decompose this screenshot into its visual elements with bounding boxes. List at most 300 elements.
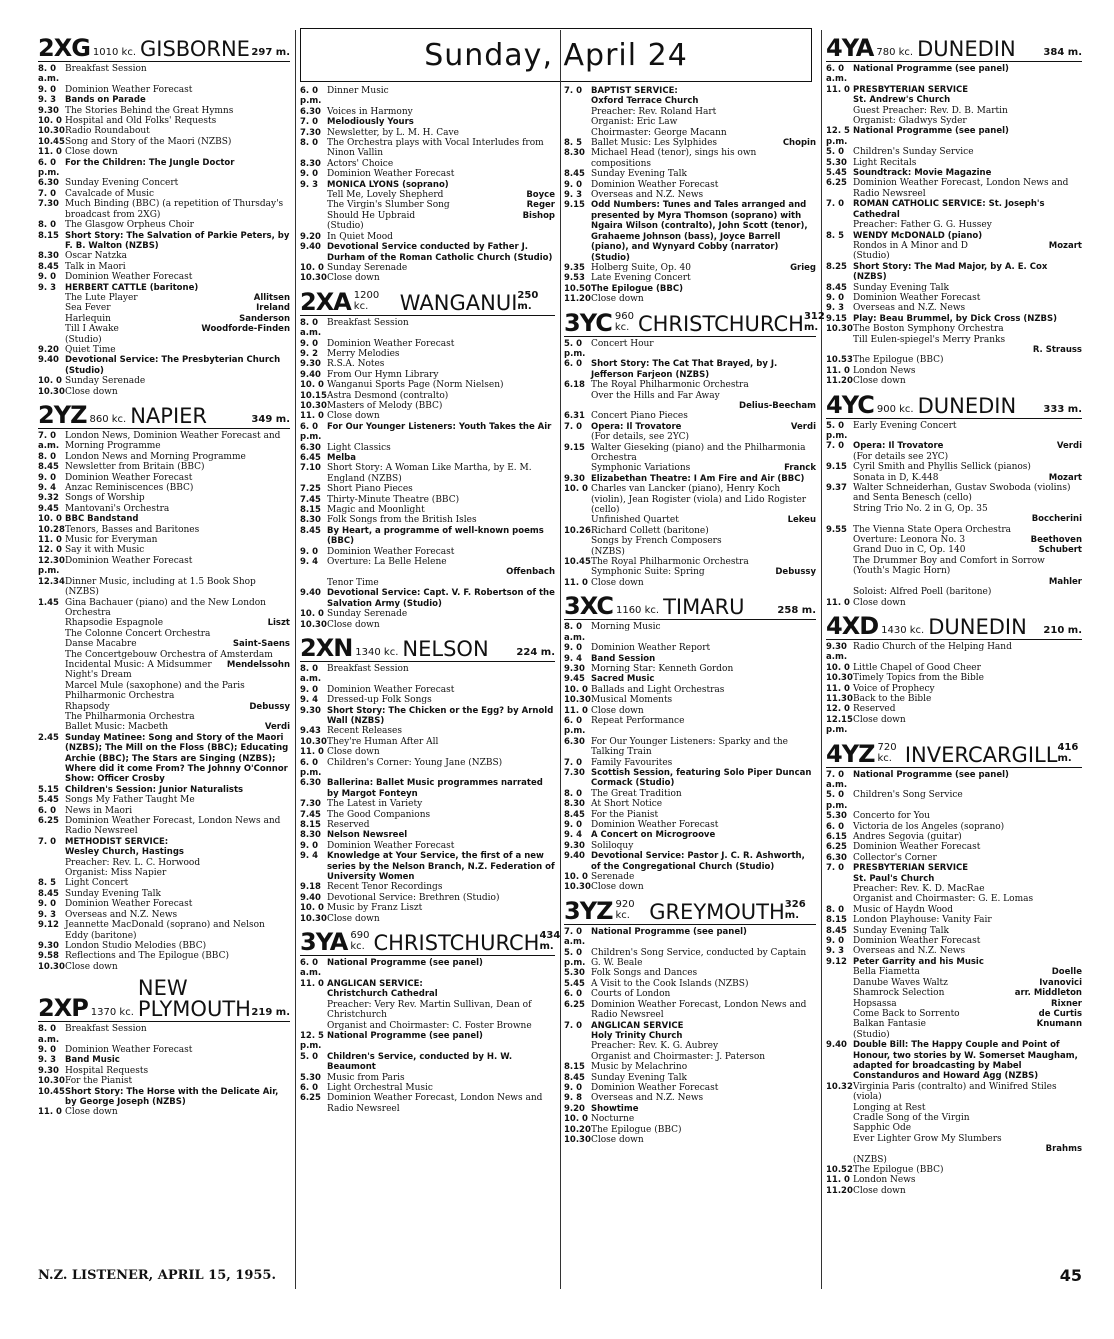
programme-title: Musical Moments [591, 695, 673, 706]
programme-detail [826, 577, 1082, 587]
station-wavelength: 297 m. [251, 47, 290, 58]
detail-text: Balkan Fantasie [853, 1019, 926, 1030]
composer: Saint-Saens [232, 639, 290, 650]
programme-title: Children's Song Service, conducted by Captain G. W. Beale [591, 947, 807, 969]
programme-time: 9.18 [300, 882, 321, 893]
programme-time: 9.40 [300, 588, 321, 599]
programme-time: 10. 0 [300, 262, 324, 273]
programme-detail [826, 894, 1082, 904]
programme-row [826, 1040, 1082, 1082]
programme-row [300, 359, 555, 369]
detail-text: Unfinished Quartet [591, 515, 679, 526]
programme-row [38, 283, 290, 293]
station-name: NEW PLYMOUTH [137, 976, 251, 1022]
programme-time: 8.45 [826, 282, 847, 293]
programme-time: 6.31 [564, 411, 585, 422]
programme-time: 7.30 [564, 767, 585, 778]
programme-row [826, 853, 1082, 863]
programme-time: 9. 0 [564, 643, 583, 654]
programme-time: 10. 0 [38, 514, 62, 525]
detail-text: Christchurch Cathedral [327, 989, 438, 1000]
programme-title: Repeat Performance [591, 715, 685, 726]
composer: Verdi [1056, 441, 1082, 452]
programme-title: Actors' Choice [327, 158, 394, 169]
programme-detail [564, 1031, 816, 1041]
programme-row [564, 1125, 816, 1135]
programme-time: 9. 0 [826, 292, 845, 303]
programme-row [826, 1165, 1082, 1175]
programme-time: 1.45 [38, 597, 59, 608]
programme-row [826, 303, 1082, 313]
programme-time: 7.45 [300, 494, 321, 505]
programme-time: 10. 0 [564, 872, 588, 883]
programme-title: Short Story: The Chicken or the Egg? by Arnold Wall (NZBS) [327, 705, 554, 726]
programme-detail [38, 858, 290, 868]
programme-row [300, 515, 555, 525]
programme-time: 10.30 [300, 273, 327, 284]
programme-title: At Short Notice [591, 799, 663, 810]
programme-row [300, 664, 555, 685]
programme-time: 8. 0 a.m. [38, 64, 60, 85]
programme-title: Overture: La Belle Helene [327, 557, 447, 568]
programme-row [300, 547, 555, 557]
programme-row [300, 138, 555, 159]
programme-title: Sunday Evening Talk [591, 169, 687, 180]
programme-detail [38, 681, 290, 702]
programme-detail [38, 324, 290, 334]
programme-title: Close down [591, 294, 644, 305]
composer: Verdi [790, 421, 816, 432]
programme-title: Walter Gieseking (piano) and the Philharmonia Orchestra [591, 442, 806, 463]
programme-title: ANGLICAN SERVICE [591, 1020, 684, 1031]
programme-time: 6.25 [826, 842, 847, 853]
programme-detail [300, 200, 555, 210]
programme-row [38, 473, 290, 483]
programme-detail [826, 999, 1082, 1009]
composer: Mozart [1048, 472, 1082, 483]
programme-time: 6.25 [38, 816, 59, 827]
programme-time: 9.40 [300, 242, 321, 253]
station-call-sign: 4YA [826, 34, 874, 62]
programme-title: Overseas and N.Z. News [591, 190, 704, 201]
programme-time: 7. 0 [38, 188, 57, 199]
programme-title: Dominion Weather Forecast [853, 936, 981, 947]
programme-title: London News and Morning Programme [65, 451, 246, 462]
programme-row [564, 674, 816, 684]
programme-title: Peter Garrity and his Music [853, 956, 984, 967]
programme-time: 9.30 [38, 105, 59, 116]
programme-row [826, 1175, 1082, 1185]
composer: Grieg [790, 262, 816, 273]
station-header [300, 928, 561, 957]
programme-title: The Royal Philharmonic Orchestra [591, 380, 749, 391]
programme-row [300, 1083, 555, 1093]
station-frequency: 960 kc. [614, 310, 634, 333]
programme-title: A Visit to the Cook Islands (NZBS) [591, 978, 749, 989]
programme-time: 9. 0 [300, 546, 319, 557]
programme-title: Dominion Weather Forecast [327, 684, 455, 695]
programme-row [300, 422, 555, 443]
programme-row [300, 620, 555, 630]
programme-title: Concert Hour [591, 338, 654, 349]
programme-time: 6.30 [564, 736, 585, 747]
programme-title: Soundtrack: Movie Magazine [853, 168, 992, 179]
station-frequency: 1340 kc. [355, 646, 399, 658]
programme-row [38, 1055, 290, 1065]
programme-time: 5.15 [38, 784, 59, 795]
programme-title: The Vienna State Opera Orchestra [853, 524, 1012, 535]
programme-time: 6. 0 a.m. [300, 958, 322, 979]
programme-row [564, 190, 816, 200]
programme-detail [300, 211, 555, 221]
programme-row [38, 577, 290, 598]
programme-title: Hospital and Old Folks' Requests [65, 116, 217, 127]
programme-title: Close down [327, 747, 380, 758]
programme-row [38, 262, 290, 272]
programme-time: 10. 0 [300, 380, 324, 391]
programme-detail [826, 220, 1082, 230]
programme-row [564, 622, 816, 643]
programme-title: The Latest in Variety [327, 799, 423, 810]
programme-title: Melba [327, 453, 356, 463]
detail-text: (NZBS) [853, 1154, 887, 1165]
programme-time: 10.28 [38, 524, 65, 535]
programme-row [826, 915, 1082, 925]
programme-row [564, 148, 816, 169]
detail-text: Incidental Music: A Midsummer Night's Dream [65, 659, 212, 681]
station-name: TIMARU [663, 595, 745, 620]
programme-time: 9.15 [826, 313, 847, 324]
station-name: CHRISTCHURCH [373, 931, 540, 956]
programme-title: National Programme (see panel) [853, 64, 1009, 74]
programme-row [564, 851, 816, 872]
programme-title: National Programme (see panel) [327, 958, 483, 969]
station-frequency: 860 kc. [89, 414, 127, 425]
programme-title: METHODIST SERVICE: [65, 836, 169, 847]
station-frequency: 1160 kc. [615, 605, 660, 617]
programme-row [826, 324, 1082, 334]
detail-text: (NZBS) [591, 546, 625, 557]
programme-row [38, 126, 290, 136]
programme-row [826, 441, 1082, 451]
programme-time: 8.15 [38, 230, 59, 241]
programme-row [826, 314, 1082, 324]
station-call-sign: 2YZ [38, 401, 87, 429]
programme-row [38, 95, 290, 105]
programme-title: Short Story: The Cat That Brayed, by J. Jefferson Farjeon (NZBS) [591, 359, 778, 380]
programme-row [564, 664, 816, 674]
programme-row [300, 893, 555, 903]
programme-row [38, 504, 290, 514]
programme-title: Close down [65, 961, 118, 972]
programme-time: 10.50 [564, 283, 591, 294]
programme-row [38, 147, 290, 157]
station-call-sign: 3XC [564, 592, 613, 621]
programme-detail [826, 556, 1082, 577]
programme-title: Michael Head (tenor), sings his own compositions [591, 148, 757, 169]
programme-row [300, 484, 555, 494]
programme-detail [300, 578, 555, 588]
programme-time: 9. 0 [564, 179, 583, 190]
programme-time: 7. 0 [300, 117, 319, 128]
detail-text: Soloist: Alfred Poell (baritone) [853, 587, 992, 598]
programme-title: Sunday Serenade [327, 262, 408, 273]
station-block [38, 403, 290, 972]
programme-title: The Epilogue (BBC) [853, 1165, 944, 1175]
programme-time: 10.45 [564, 557, 591, 568]
programme-row [300, 841, 555, 851]
programme-time: 9. 0 [564, 1082, 583, 1093]
programme-time: 9.53 [564, 273, 585, 284]
station-frequency: 1370 kc. [90, 1007, 134, 1019]
programme-row [38, 806, 290, 816]
programme-time: 11. 0 [38, 147, 62, 158]
programme-title: Children's Service, conducted by H. W. Beaumont [327, 1051, 513, 1073]
programme-time: 9. 4 [300, 851, 319, 862]
programme-time: 10.30 [38, 1076, 65, 1087]
station-block [826, 390, 1082, 608]
programme-time: 9. 2 [300, 348, 319, 359]
programme-detail [38, 702, 290, 712]
programme-detail [38, 847, 290, 857]
programme-time: 12. 5 p.m. [826, 126, 850, 147]
composer: Boyce [526, 190, 555, 201]
programme-title: Dominion Weather Report [591, 643, 711, 654]
station-frequency: 1200 kc. [353, 289, 380, 312]
programme-row [38, 910, 290, 920]
programme-title: Courts of London [591, 989, 671, 1000]
detail-text: Hopsassa [853, 998, 897, 1009]
programme-detail [826, 473, 1082, 483]
programme-time: 10.30 [300, 400, 327, 411]
programme-row [38, 1024, 290, 1045]
station-call-sign: 3YC [564, 308, 612, 337]
programme-title: Mantovani's Orchestra [65, 503, 170, 514]
programme-title: Songs of Worship [65, 493, 145, 504]
programme-time: 10. 0 [564, 684, 588, 695]
programme-row [826, 842, 1082, 852]
programme-row [564, 830, 816, 840]
programme-row [564, 927, 816, 948]
detail-text: Rondos in A Minor and D [853, 240, 969, 251]
programme-time: 10. 0 [826, 662, 850, 673]
programme-row [826, 85, 1082, 95]
programme-row [300, 180, 555, 190]
programme-row [300, 391, 555, 401]
composer: de Curtis [1038, 1008, 1082, 1019]
programme-row [826, 715, 1082, 736]
programme-title: Soliloquy [591, 840, 634, 851]
station-block [38, 36, 290, 397]
programme-detail [826, 251, 1082, 261]
programme-row [38, 535, 290, 545]
programme-time: 10.30 [38, 386, 65, 397]
programme-row [38, 733, 290, 785]
programme-detail [300, 221, 555, 231]
programme-title: Dominion Weather Forecast [327, 338, 455, 349]
programme-row [300, 851, 555, 882]
programme-row [38, 483, 290, 493]
programme-row [300, 117, 555, 127]
programme-time: 8. 5 [38, 878, 57, 889]
programme-title: Sunday Evening Talk [853, 282, 949, 293]
programme-row [300, 778, 555, 799]
programme-title: Ballads and Light Orchestras [591, 684, 725, 695]
programme-detail [564, 547, 816, 557]
programme-detail [38, 629, 290, 639]
programme-detail [826, 535, 1082, 545]
detail-text: Danse Macabre [65, 639, 137, 650]
programme-row [300, 758, 555, 779]
composer: Franck [784, 463, 816, 474]
programme-title: Short Story: The Mad Major, by A. E. Cox (NZBS) [853, 261, 1048, 283]
programme-time: 10.45 [38, 136, 65, 147]
programme-row [564, 841, 816, 851]
programme-title: Jeannette MacDonald (soprano) and Nelson Eddy (baritone) [65, 920, 265, 941]
programme-title: Close down [853, 376, 906, 387]
programme-row [300, 273, 555, 283]
detail-text: Rhapsodie Espagnole [65, 618, 164, 629]
programme-row [38, 376, 290, 386]
programme-title: Close down [591, 1134, 644, 1145]
programme-detail [300, 190, 555, 200]
programme-row [300, 726, 555, 736]
programme-row [300, 349, 555, 359]
programme-row [826, 376, 1082, 386]
programme-detail [826, 1144, 1082, 1154]
programme-title-text: Holberg Suite, Op. 40 [591, 262, 691, 273]
programme-title: Reflections and The Epilogue (BBC) [65, 951, 229, 962]
programme-title: Play: Beau Brummel, by Dick Cross (NZBS) [853, 313, 1058, 324]
programme-title: Dominion Weather Forecast [591, 1082, 719, 1093]
programme-time: 5.30 [564, 968, 585, 979]
programme-row [38, 106, 290, 116]
programme-row [38, 493, 290, 503]
detail-text: Organist: Eric Law [591, 117, 678, 128]
programme-time: 8.45 [826, 925, 847, 936]
programme-title: Late Evening Concert [591, 273, 691, 284]
programme-detail [826, 874, 1082, 884]
programme-detail [826, 241, 1082, 251]
programme-row [564, 339, 816, 360]
programme-time: 8. 0 a.m. [38, 1024, 60, 1045]
programme-time: 6.30 [300, 442, 321, 453]
programme-detail [826, 1019, 1082, 1029]
programme-time: 10. 0 [38, 116, 62, 127]
programme-title: Charles van Lancker (piano), Henry Koch (violin), Jean Rogister (viola) and Lido Rogister (cello) [591, 484, 807, 516]
programme-title: Light Classics [327, 442, 391, 453]
programme-row [38, 525, 290, 535]
programme-title-text: Ballet Music: Les Sylphides [591, 138, 718, 149]
programme-title: For the Children: The Jungle Doctor [65, 157, 235, 168]
programme-row [826, 366, 1082, 376]
programme-time: 6. 0 [38, 805, 57, 816]
programme-title: The Epilogue (BBC) [853, 355, 944, 366]
programme-title: Sunday Evening Talk [591, 1072, 687, 1083]
programme-title: Folk Songs and Dances [591, 968, 698, 979]
programme-detail [300, 989, 555, 999]
programme-row [564, 737, 816, 758]
programme-time: 8. 5 [826, 230, 845, 241]
programme-row [826, 598, 1082, 608]
programme-row [300, 810, 555, 820]
programme-row [300, 453, 555, 463]
programme-row [564, 810, 816, 820]
programme-title [591, 138, 816, 148]
programme-title: Talk in Maori [65, 261, 126, 272]
programme-row [564, 273, 816, 283]
detail-text: Till I Awake [65, 324, 119, 335]
programme-title: London News, Dominion Weather Forecast and Morning Programme [65, 431, 281, 452]
station-block [826, 36, 1082, 387]
programme-row [300, 159, 555, 169]
programme-detail [826, 1155, 1082, 1165]
programme-time: 9.40 [564, 851, 585, 862]
detail-text: Choirmaster: George Macann [591, 127, 727, 138]
programme-title: Devotional Service: Brethren (Studio) [327, 892, 500, 903]
programme-row [300, 169, 555, 179]
programme-time: 8.30 [300, 830, 321, 841]
programme-title: The Orchestra plays with Vocal Interludes from Ninon Vallin [327, 138, 544, 159]
programme-time: 6.25 [300, 1093, 321, 1104]
programme-title: Close down [327, 913, 380, 924]
programme-time: 9. 0 [564, 820, 583, 830]
programme-title: Devotional Service conducted by Father J. Durham of the Roman Catholic Church (Studio) [327, 242, 553, 263]
programme-row [300, 505, 555, 515]
programme-title: Breakfast Session [65, 64, 147, 74]
programme-row [300, 695, 555, 705]
composer: Beethoven [1030, 535, 1082, 546]
programme-title: London Studio Melodies (BBC) [65, 940, 207, 951]
programme-time: 9.32 [38, 493, 59, 504]
programme-title: Folk Songs from the British Isles [327, 515, 477, 526]
programme-row [564, 1021, 816, 1031]
programme-time: 9. 4 [300, 557, 319, 568]
programme-row [38, 598, 290, 619]
programme-title: Radio Church of the Helping Hand [853, 641, 1012, 652]
programme-time: 9.15 [826, 462, 847, 473]
programme-detail [564, 432, 816, 442]
programme-time: 6. 0 p.m. [300, 757, 322, 778]
programme-title: Band Session [591, 653, 656, 664]
programme-title: Dominion Weather Forecast [65, 472, 193, 483]
programme-time: 9.30 [300, 705, 321, 716]
composer: Chopin [782, 138, 816, 149]
programme-time: 6.15 [826, 832, 847, 842]
programme-title: Scottish Session, featuring Solo Piper Duncan Cormack (Studio) [591, 767, 812, 789]
programme-title: Short Story: The Salvation of Parkie Peters, by F. B. Walton (NZBS) [65, 230, 290, 251]
programme-row [38, 889, 290, 899]
station-call-sign: 4YC [826, 390, 874, 419]
column-1 [38, 30, 290, 1284]
programme-time: 8.30 [38, 251, 59, 262]
programme-title: Song and Story of the Maori (NZBS) [65, 136, 232, 147]
programme-time: 11. 0 [38, 1107, 62, 1118]
programme-time: 11. 0 [300, 411, 324, 422]
programme-row [38, 452, 290, 462]
programme-title: In Quiet Mood [327, 231, 393, 242]
programme-time: 9.30 [564, 473, 585, 484]
detail-text: Symphonic Variations [591, 463, 691, 474]
detail-text: Preacher: Rev. K. D. MacRae [853, 884, 985, 895]
programme-title: London News [853, 1175, 916, 1186]
detail-text: Grand Duo in C, Op. 140 [853, 545, 966, 556]
programme-row [300, 706, 555, 727]
programme-title: Melodiously Yours [327, 117, 414, 128]
programme-time: 9.30 a.m. [826, 641, 848, 663]
composer: Schubert [1038, 545, 1082, 556]
programme-title: Close down [327, 619, 380, 630]
